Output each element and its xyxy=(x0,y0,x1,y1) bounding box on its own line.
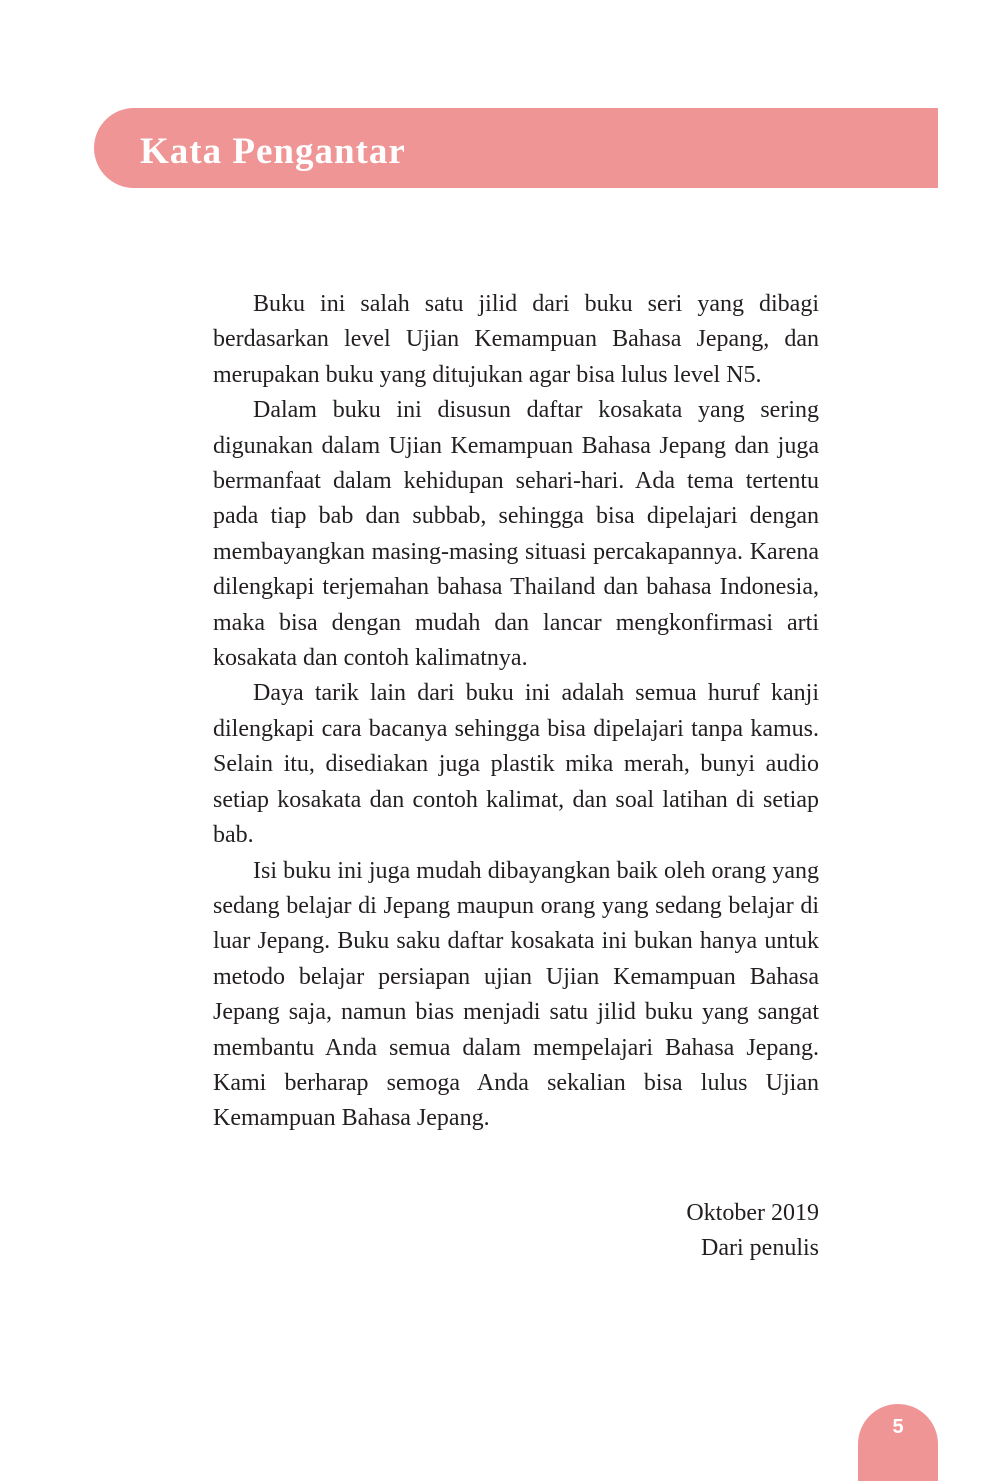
signature-date: Oktober 2019 xyxy=(686,1200,819,1226)
paragraph: Daya tarik lain dari buku ini adalah semua huruf kanji dilengkapi cara bacanya sehingga bisa dipelajari tanpa kamus. Selain itu, disediakan juga plastik mika merah, bunyi audio setiap kosakata dan contoh kalimat, dan soal latihan di setiap bab. xyxy=(213,680,819,849)
body-text xyxy=(213,287,819,1137)
title-banner xyxy=(94,108,938,188)
paragraph: Buku ini salah satu jilid dari buku seri yang dibagi berdasarkan level Ujian Kemampuan Bahasa Jepang, dan merupakan buku yang ditujukan agar bisa lulus level N5. xyxy=(213,291,819,388)
page-title: Kata Pengantar xyxy=(140,130,406,172)
signature-author: Dari penulis xyxy=(701,1235,819,1262)
paragraph: Isi buku ini juga mudah dibayangkan baik oleh orang yang sedang belajar di Jepang maupun orang yang sedang belajar di luar Jepang. Buku saku daftar kosakata ini bukan hanya untuk metodo belajar persiapan ujian Ujian Kemampuan Bahasa Jepang saja, namun bias menjadi satu jilid buku yang sangat membantu Anda semua dalam mempelajari Bahasa Jepang. Kami berharap semoga Anda sekalian bisa lulus Ujian Kemampuan Bahasa Jepang. xyxy=(213,857,819,1132)
signature-block xyxy=(213,1196,819,1267)
page-number: 5 xyxy=(892,1416,904,1438)
paragraph: Dalam buku ini disusun daftar kosakata yang sering digunakan dalam Ujian Kemampuan Bahasa Jepang dan juga bermanfaat dalam kehidupan sehari-hari. Ada tema tertentu pada tiap bab dan subbab, sehingga bisa dipelajari dengan membayangkan masing-masing situasi percakapannya. Karena dilengkapi terjemahan bahasa Thailand dan bahasa Indonesia, maka bisa dengan mudah dan lancar mengkonfirmasi arti kosakata dan contoh kalimatnya. xyxy=(213,397,819,672)
page-number-tab xyxy=(858,1404,938,1481)
